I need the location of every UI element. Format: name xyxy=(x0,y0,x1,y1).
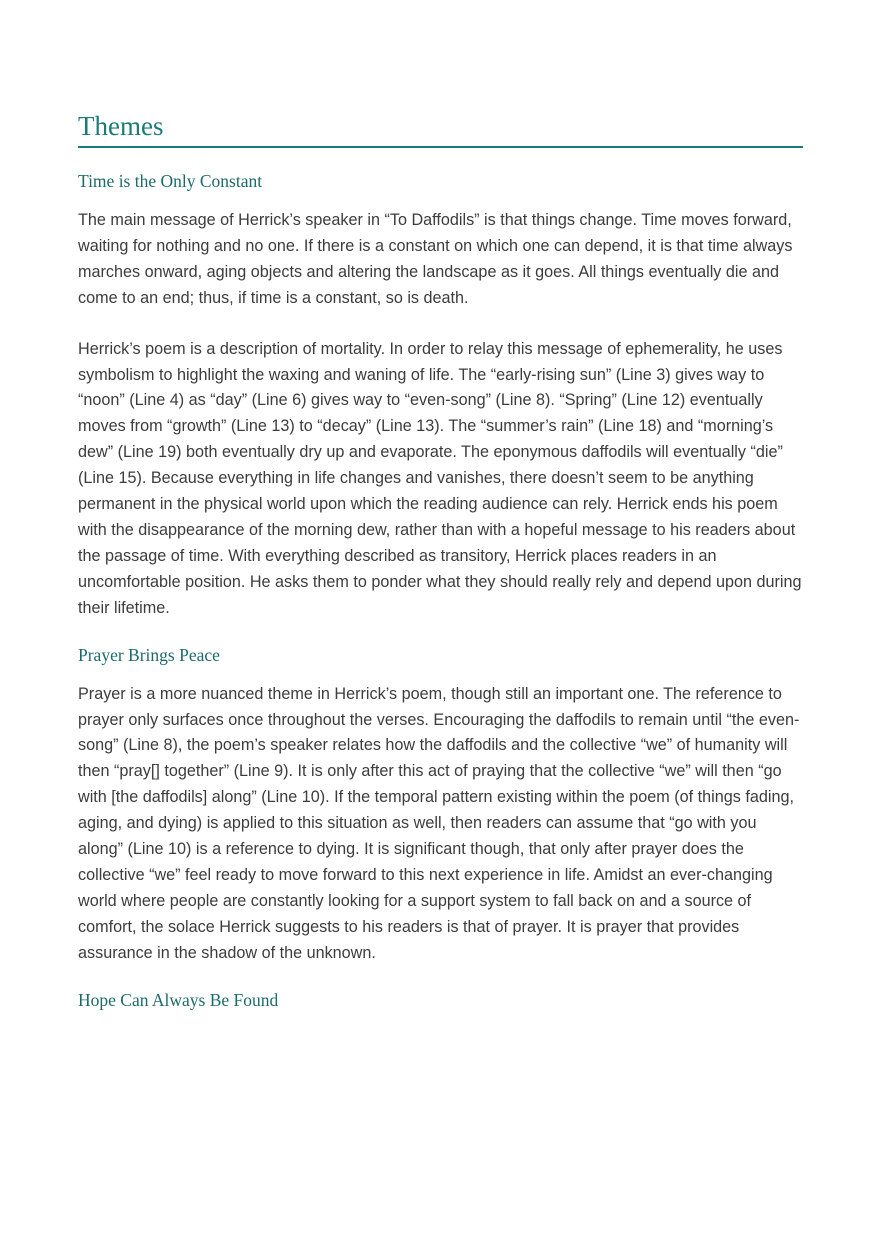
section-heading-time: Time is the Only Constant xyxy=(78,171,263,191)
paragraph-time-2: Herrick’s poem is a description of mortality. In order to relay this message of ephemerality, he uses symbolism to highlight the waxing and waning of life. The “early-rising sun” (Line 3) gives way to “noon” (Line 4) as “day” (Line 6) gives way to “even-song” (Line 8). “Spring” (Line 12) eventually moves from “growth” (Line 13) to “decay” (Line 13). The “summer’s rain” (Line 18) and “morning’s dew” (Line 19) both eventually dry up and evaporate. The eponymous daffodils will eventually “die” (Line 15). Because everything in life changes and vanishes, there doesn’t seem to be anything permanent in the physical world upon which the reading audience can rely. Herrick ends his poem with the disappearance of the morning dew, rather than with a hopeful message to his readers about the passage of time. With everything described as transitory, Herrick places readers in an uncomfortable position. He asks them to ponder what they should really rely and depend upon during their lifetime. xyxy=(78,339,802,617)
document-page xyxy=(78,108,803,1012)
paragraph-prayer-1: Prayer is a more nuanced theme in Herrick’s poem, though still an important one. The reference to prayer only surfaces once throughout the verses. Encouraging the daffodils to remain until “the even-song” (Line 8), the poem’s speaker relates how the daffodils and the collective “we” of humanity will then “pray[] together” (Line 9). It is only after this act of praying that the collective “we” will then “go with [the daffodils] along” (Line 10). If the temporal pattern existing within the poem (of things fading, aging, and dying) is applied to this situation as well, then readers can assume that “go with you along” (Line 10) is a reference to dying. It is significant though, that only after prayer does the collective “we” feel ready to move forward to this next experience in life. Amidst an ever-changing world where people are constantly looking for a support system to fall back on and a source of comfort, the solace Herrick suggests to his readers is that of prayer. It is prayer that provides assurance in the shadow of the unknown. xyxy=(78,684,800,962)
section-heading-prayer: Prayer Brings Peace xyxy=(78,644,220,665)
paragraph-time-1: The main message of Herrick’s speaker in “To Daffodils” is that things change. Time moves forward, waiting for nothing and no one. If there is a constant on which one can depend, it is that time always marches onward, aging objects and altering the landscape as it goes. All things eventually die and come to an end; thus, if time is a constant, so is death. xyxy=(78,211,793,307)
page-title: Themes xyxy=(78,108,803,148)
section-heading-hope: Hope Can Always Be Found xyxy=(78,989,279,1010)
